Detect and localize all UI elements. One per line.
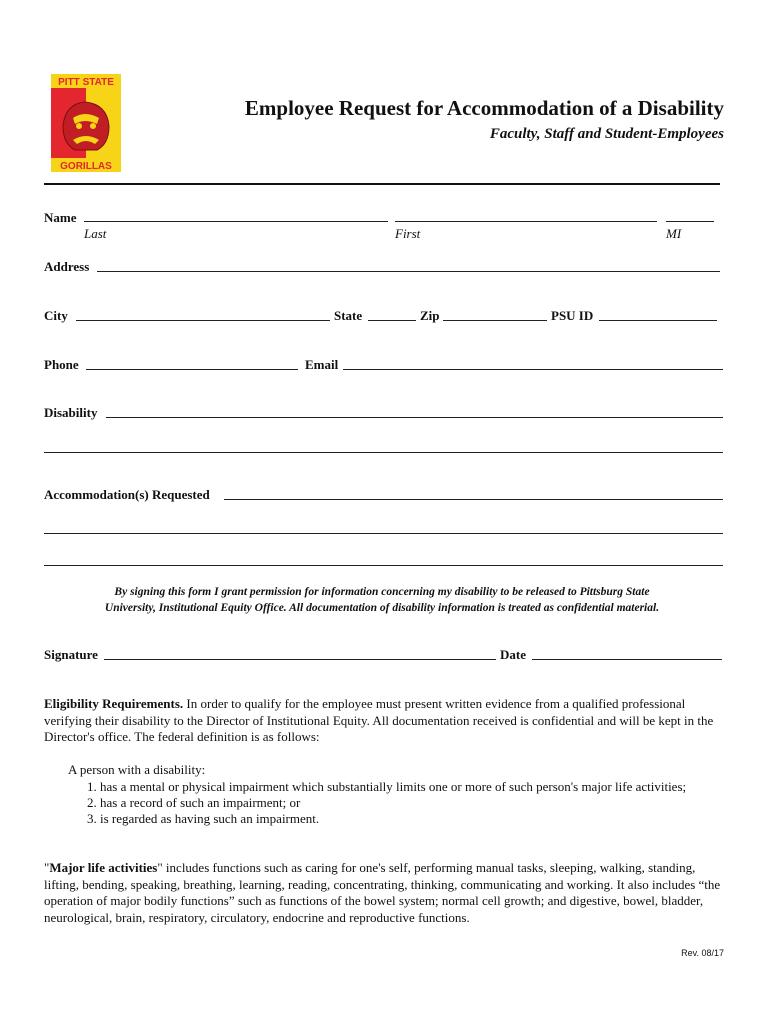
first-caption: First bbox=[395, 226, 421, 241]
form-title: Employee Request for Accommodation of a Disability bbox=[244, 96, 724, 120]
phone-field[interactable] bbox=[86, 369, 298, 370]
state-label: State bbox=[334, 308, 363, 323]
definition-intro: A person with a disability: bbox=[68, 762, 206, 777]
state-field[interactable] bbox=[368, 320, 416, 321]
address-label: Address bbox=[44, 259, 90, 274]
accommodations-field-line-3[interactable] bbox=[44, 565, 723, 566]
date-label: Date bbox=[500, 647, 526, 662]
disability-field-line-2[interactable] bbox=[44, 452, 723, 453]
zip-label: Zip bbox=[420, 308, 440, 323]
definition-list bbox=[68, 779, 708, 827]
disability-label: Disability bbox=[44, 405, 98, 420]
psu-id-field[interactable] bbox=[599, 320, 717, 321]
major-life-text: " includes functions such as caring for one's self, performing manual tasks, sleeping, walking, standing, lifting, bending, speaking, breathing, learning, reading, concentrating, thinking, communicating and working. It also includes “the operation of major bodily functions” such as functions of the bowel system; normal cell growth; and digestive, bowel, bladder, neurological, brain, respiratory, circulatory, endocrine and reproductive functions. bbox=[44, 860, 721, 925]
last-name-field[interactable] bbox=[84, 221, 388, 222]
pitt-state-gorillas-logo bbox=[51, 74, 121, 172]
eligibility-paragraph bbox=[44, 696, 724, 746]
definition-item: 2. has a record of such an impairment; or bbox=[100, 795, 708, 811]
consent-notice-line-1: By signing this form I grant permission for information concerning my disability to be released to Pittsburg State bbox=[114, 586, 650, 598]
major-life-activities-paragraph bbox=[44, 860, 724, 926]
signature-field[interactable] bbox=[104, 659, 496, 660]
name-label: Name bbox=[44, 210, 77, 225]
eligibility-text: In order to qualify for the employee must present written evidence from a qualified professional verifying their disability to the Director of Institutional Equity. All documentation received is confidential and will be kept in the Director's office. The federal definition is as follows: bbox=[44, 696, 714, 744]
address-field[interactable] bbox=[97, 271, 720, 272]
mi-caption: MI bbox=[666, 226, 682, 241]
revision-label: Rev. 08/17 bbox=[681, 948, 724, 958]
email-label: Email bbox=[305, 357, 339, 372]
definition-item: 3. is regarded as having such an impairment. bbox=[100, 811, 708, 827]
eligibility-heading: Eligibility Requirements. bbox=[44, 696, 184, 711]
header-divider bbox=[44, 183, 720, 185]
definition-item: 1. has a mental or physical impairment which substantially limits one or more of such person's major life activities; bbox=[100, 779, 708, 795]
last-caption: Last bbox=[84, 226, 107, 241]
accommodations-label: Accommodation(s) Requested bbox=[44, 487, 210, 502]
signature-label: Signature bbox=[44, 647, 98, 662]
major-life-term: Major life activities bbox=[49, 860, 158, 875]
svg-text:GORILLAS: GORILLAS bbox=[60, 161, 112, 172]
disability-field[interactable] bbox=[106, 417, 723, 418]
definition-block bbox=[68, 762, 708, 827]
accommodations-field-line-2[interactable] bbox=[44, 533, 723, 534]
email-field[interactable] bbox=[343, 369, 723, 370]
open-quote: " bbox=[44, 860, 50, 875]
date-field[interactable] bbox=[532, 659, 722, 660]
consent-notice-line-2: University, Institutional Equity Office. All documentation of disability information is treated as confidential material. bbox=[104, 602, 660, 614]
zip-field[interactable] bbox=[443, 320, 547, 321]
accommodations-field[interactable] bbox=[224, 499, 723, 500]
first-name-field[interactable] bbox=[395, 221, 657, 222]
consent-notice bbox=[44, 584, 720, 616]
svg-text:PITT STATE: PITT STATE bbox=[58, 77, 114, 88]
psu-id-label: PSU ID bbox=[551, 308, 594, 323]
form-subtitle: Faculty, Staff and Student-Employees bbox=[489, 126, 724, 142]
phone-label: Phone bbox=[44, 357, 79, 372]
middle-initial-field[interactable] bbox=[666, 221, 714, 222]
city-field[interactable] bbox=[76, 320, 330, 321]
city-label: City bbox=[44, 308, 68, 323]
